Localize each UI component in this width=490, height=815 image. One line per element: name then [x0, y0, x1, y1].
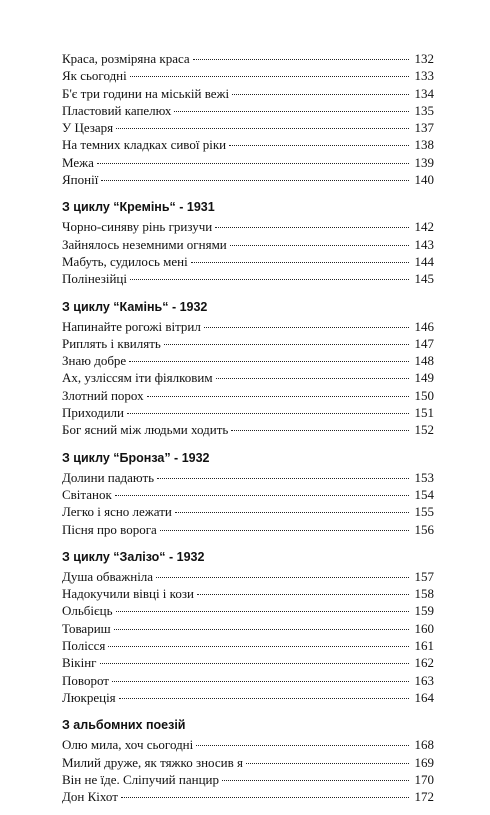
- dot-leader: [119, 698, 409, 699]
- toc-entry: [62, 736, 434, 753]
- page-number: 145: [414, 271, 434, 287]
- dot-leader: [160, 530, 409, 531]
- page-number: 159: [414, 603, 434, 619]
- page-number: 133: [414, 68, 434, 84]
- dot-leader: [222, 780, 409, 781]
- dot-leader: [127, 413, 409, 414]
- entry-title: Краса, розміряна краса: [62, 51, 190, 66]
- toc-entry: [62, 754, 434, 771]
- dot-leader: [175, 512, 409, 513]
- page-number: 149: [414, 370, 434, 386]
- dot-leader: [156, 577, 409, 578]
- page-number: 157: [414, 568, 434, 584]
- dot-leader: [230, 245, 409, 246]
- dot-leader: [216, 378, 409, 379]
- dot-leader: [232, 94, 409, 95]
- toc-entry: [62, 369, 434, 386]
- page-number: 144: [414, 253, 434, 269]
- dot-leader: [197, 594, 409, 595]
- toc-section: [62, 716, 434, 805]
- entry-title: Напинайте рогожі вітрил: [62, 318, 201, 334]
- toc-entry: [62, 421, 434, 438]
- page-number: 168: [414, 737, 434, 753]
- dot-leader: [204, 327, 409, 328]
- entry-title: Олю мила, хоч сьогодні: [62, 737, 194, 753]
- entry-title: Люкреція: [62, 689, 116, 705]
- entry-title: Милий друже, як тяжко зносив я: [62, 754, 243, 770]
- entry-title: Японії: [62, 172, 99, 188]
- page-number: 164: [414, 689, 434, 705]
- entry-title: Бог ясний між людьми ходить: [62, 422, 229, 438]
- dot-leader: [115, 495, 409, 496]
- toc-entry: [62, 154, 434, 171]
- page-number: 147: [414, 335, 434, 351]
- dot-leader: [231, 430, 409, 431]
- toc-entry: [62, 236, 434, 253]
- toc-entry: [62, 568, 434, 585]
- entry-title: Долини падають: [62, 469, 155, 485]
- entry-title: Полінезійці: [62, 271, 127, 287]
- toc-entry: [62, 335, 434, 352]
- dot-leader: [112, 681, 409, 682]
- entry-title: Риплять і квилять: [62, 335, 161, 351]
- toc-entry: [62, 102, 434, 119]
- toc-entry: [62, 788, 434, 805]
- dot-leader: [157, 478, 409, 479]
- section-title: З циклу “Бронза” - 1932: [62, 450, 210, 465]
- entry-title: Злотний порох: [62, 387, 144, 403]
- toc-entry: [62, 602, 434, 619]
- toc-entry: [62, 50, 434, 67]
- toc-entry: [62, 171, 434, 188]
- page-number: 162: [414, 655, 434, 671]
- dot-leader: [116, 611, 410, 612]
- dot-leader: [114, 629, 409, 630]
- section-title: З циклу “Камінь“ - 1932: [62, 299, 208, 314]
- page-number: 132: [414, 51, 434, 66]
- dot-leader: [229, 145, 409, 146]
- dot-leader: [100, 663, 410, 664]
- dot-leader: [215, 227, 409, 228]
- page-number: 142: [414, 219, 434, 235]
- toc-section: [62, 198, 434, 287]
- page-number: 134: [414, 85, 434, 101]
- entry-title: Поворот: [62, 672, 109, 688]
- entry-title: Вікінг: [62, 655, 97, 671]
- entry-title: Мабуть, судилось мені: [62, 253, 188, 269]
- toc-entry: [62, 318, 434, 335]
- toc-section: [62, 50, 434, 188]
- section-title: З циклу “Кремінь“ - 1931: [62, 200, 215, 215]
- page-number: 151: [414, 405, 434, 421]
- page-number: 152: [414, 422, 434, 438]
- entry-title: Світанок: [62, 486, 112, 502]
- toc-entry: [62, 270, 434, 287]
- page-number: 161: [414, 638, 434, 654]
- page-number: 143: [414, 236, 434, 252]
- entry-title: Дон Кіхот: [62, 789, 118, 805]
- entry-title: Межа: [62, 154, 94, 170]
- dot-leader: [147, 396, 409, 397]
- entry-title: Як сьогодні: [62, 68, 127, 84]
- entry-title: Полісся: [62, 638, 106, 654]
- toc-entry: [62, 637, 434, 654]
- page-number: 163: [414, 672, 434, 688]
- page-number: 169: [414, 754, 434, 770]
- entry-title: На темних кладках сивої ріки: [62, 137, 227, 153]
- page-number: 160: [414, 620, 434, 636]
- page-number: 140: [414, 172, 434, 188]
- dot-leader: [196, 745, 409, 746]
- page-number: 154: [414, 486, 434, 502]
- toc-entry: [62, 486, 434, 503]
- page-number: 156: [414, 521, 434, 537]
- page-number: 146: [414, 318, 434, 334]
- toc-entry: [62, 585, 434, 602]
- toc-entry: [62, 67, 434, 84]
- toc-section: [62, 298, 434, 439]
- section-title: З циклу “Залізо“ - 1932: [62, 549, 205, 564]
- toc-entry: [62, 654, 434, 671]
- page-number: 158: [414, 586, 434, 602]
- toc-entry: [62, 469, 434, 486]
- entry-title: У Цезаря: [62, 120, 114, 136]
- toc-entry: [62, 689, 434, 706]
- entry-title: Б'є три години на міській вежі: [62, 85, 230, 101]
- page-number: 137: [414, 120, 434, 136]
- dot-leader: [174, 111, 409, 112]
- toc-entry: [62, 620, 434, 637]
- toc-entry: [62, 404, 434, 421]
- page-number: 170: [414, 771, 434, 787]
- toc-section: [62, 548, 434, 706]
- page-number: 135: [414, 102, 434, 118]
- entry-title: Зайнялось неземними огнями: [62, 236, 227, 252]
- entry-title: Пісня про ворога: [62, 521, 157, 537]
- toc-entry: [62, 352, 434, 369]
- dot-leader: [116, 128, 409, 129]
- toc-entry: [62, 521, 434, 538]
- page-number: 150: [414, 387, 434, 403]
- dot-leader: [108, 646, 409, 647]
- dot-leader: [101, 180, 409, 181]
- toc-entry: [62, 771, 434, 788]
- toc-entry: [62, 672, 434, 689]
- page-number: 138: [414, 137, 434, 153]
- section-title: З альбомних поезій: [62, 718, 186, 733]
- page-number: 139: [414, 154, 434, 170]
- toc-entry: [62, 85, 434, 102]
- page-number: 155: [414, 504, 434, 520]
- entry-title: Ах, узліссям іти фіялковим: [62, 370, 213, 386]
- entry-title: Легко і ясно лежати: [62, 504, 172, 520]
- dot-leader: [121, 797, 409, 798]
- dot-leader: [130, 279, 409, 280]
- entry-title: Приходили: [62, 405, 124, 421]
- entry-title: Він не їде. Сліпучий панцир: [62, 771, 219, 787]
- entry-title: Душа обважніла: [62, 568, 154, 584]
- entry-title: Ольбієць: [62, 603, 113, 619]
- table-of-contents: [62, 50, 434, 815]
- entry-title: Пластовий капелюх: [62, 102, 172, 118]
- toc-section: [62, 449, 434, 538]
- toc-entry: [62, 136, 434, 153]
- dot-leader: [130, 76, 409, 77]
- page-number: 153: [414, 469, 434, 485]
- toc-entry: [62, 253, 434, 270]
- dot-leader: [164, 344, 409, 345]
- page-number: 172: [414, 789, 434, 805]
- entry-title: Надокучили вівці і кози: [62, 586, 194, 602]
- page-number: 148: [414, 353, 434, 369]
- entry-title: Чорно-синяву рінь гризучи: [62, 219, 213, 235]
- dot-leader: [129, 361, 409, 362]
- entry-title: Товариш: [62, 620, 111, 636]
- toc-entry: [62, 119, 434, 136]
- toc-entry: [62, 503, 434, 520]
- toc-entry: [62, 218, 434, 235]
- dot-leader: [193, 59, 409, 60]
- dot-leader: [97, 163, 409, 164]
- toc-entry: [62, 387, 434, 404]
- dot-leader: [246, 763, 409, 764]
- entry-title: Знаю добре: [62, 353, 127, 369]
- dot-leader: [191, 262, 409, 263]
